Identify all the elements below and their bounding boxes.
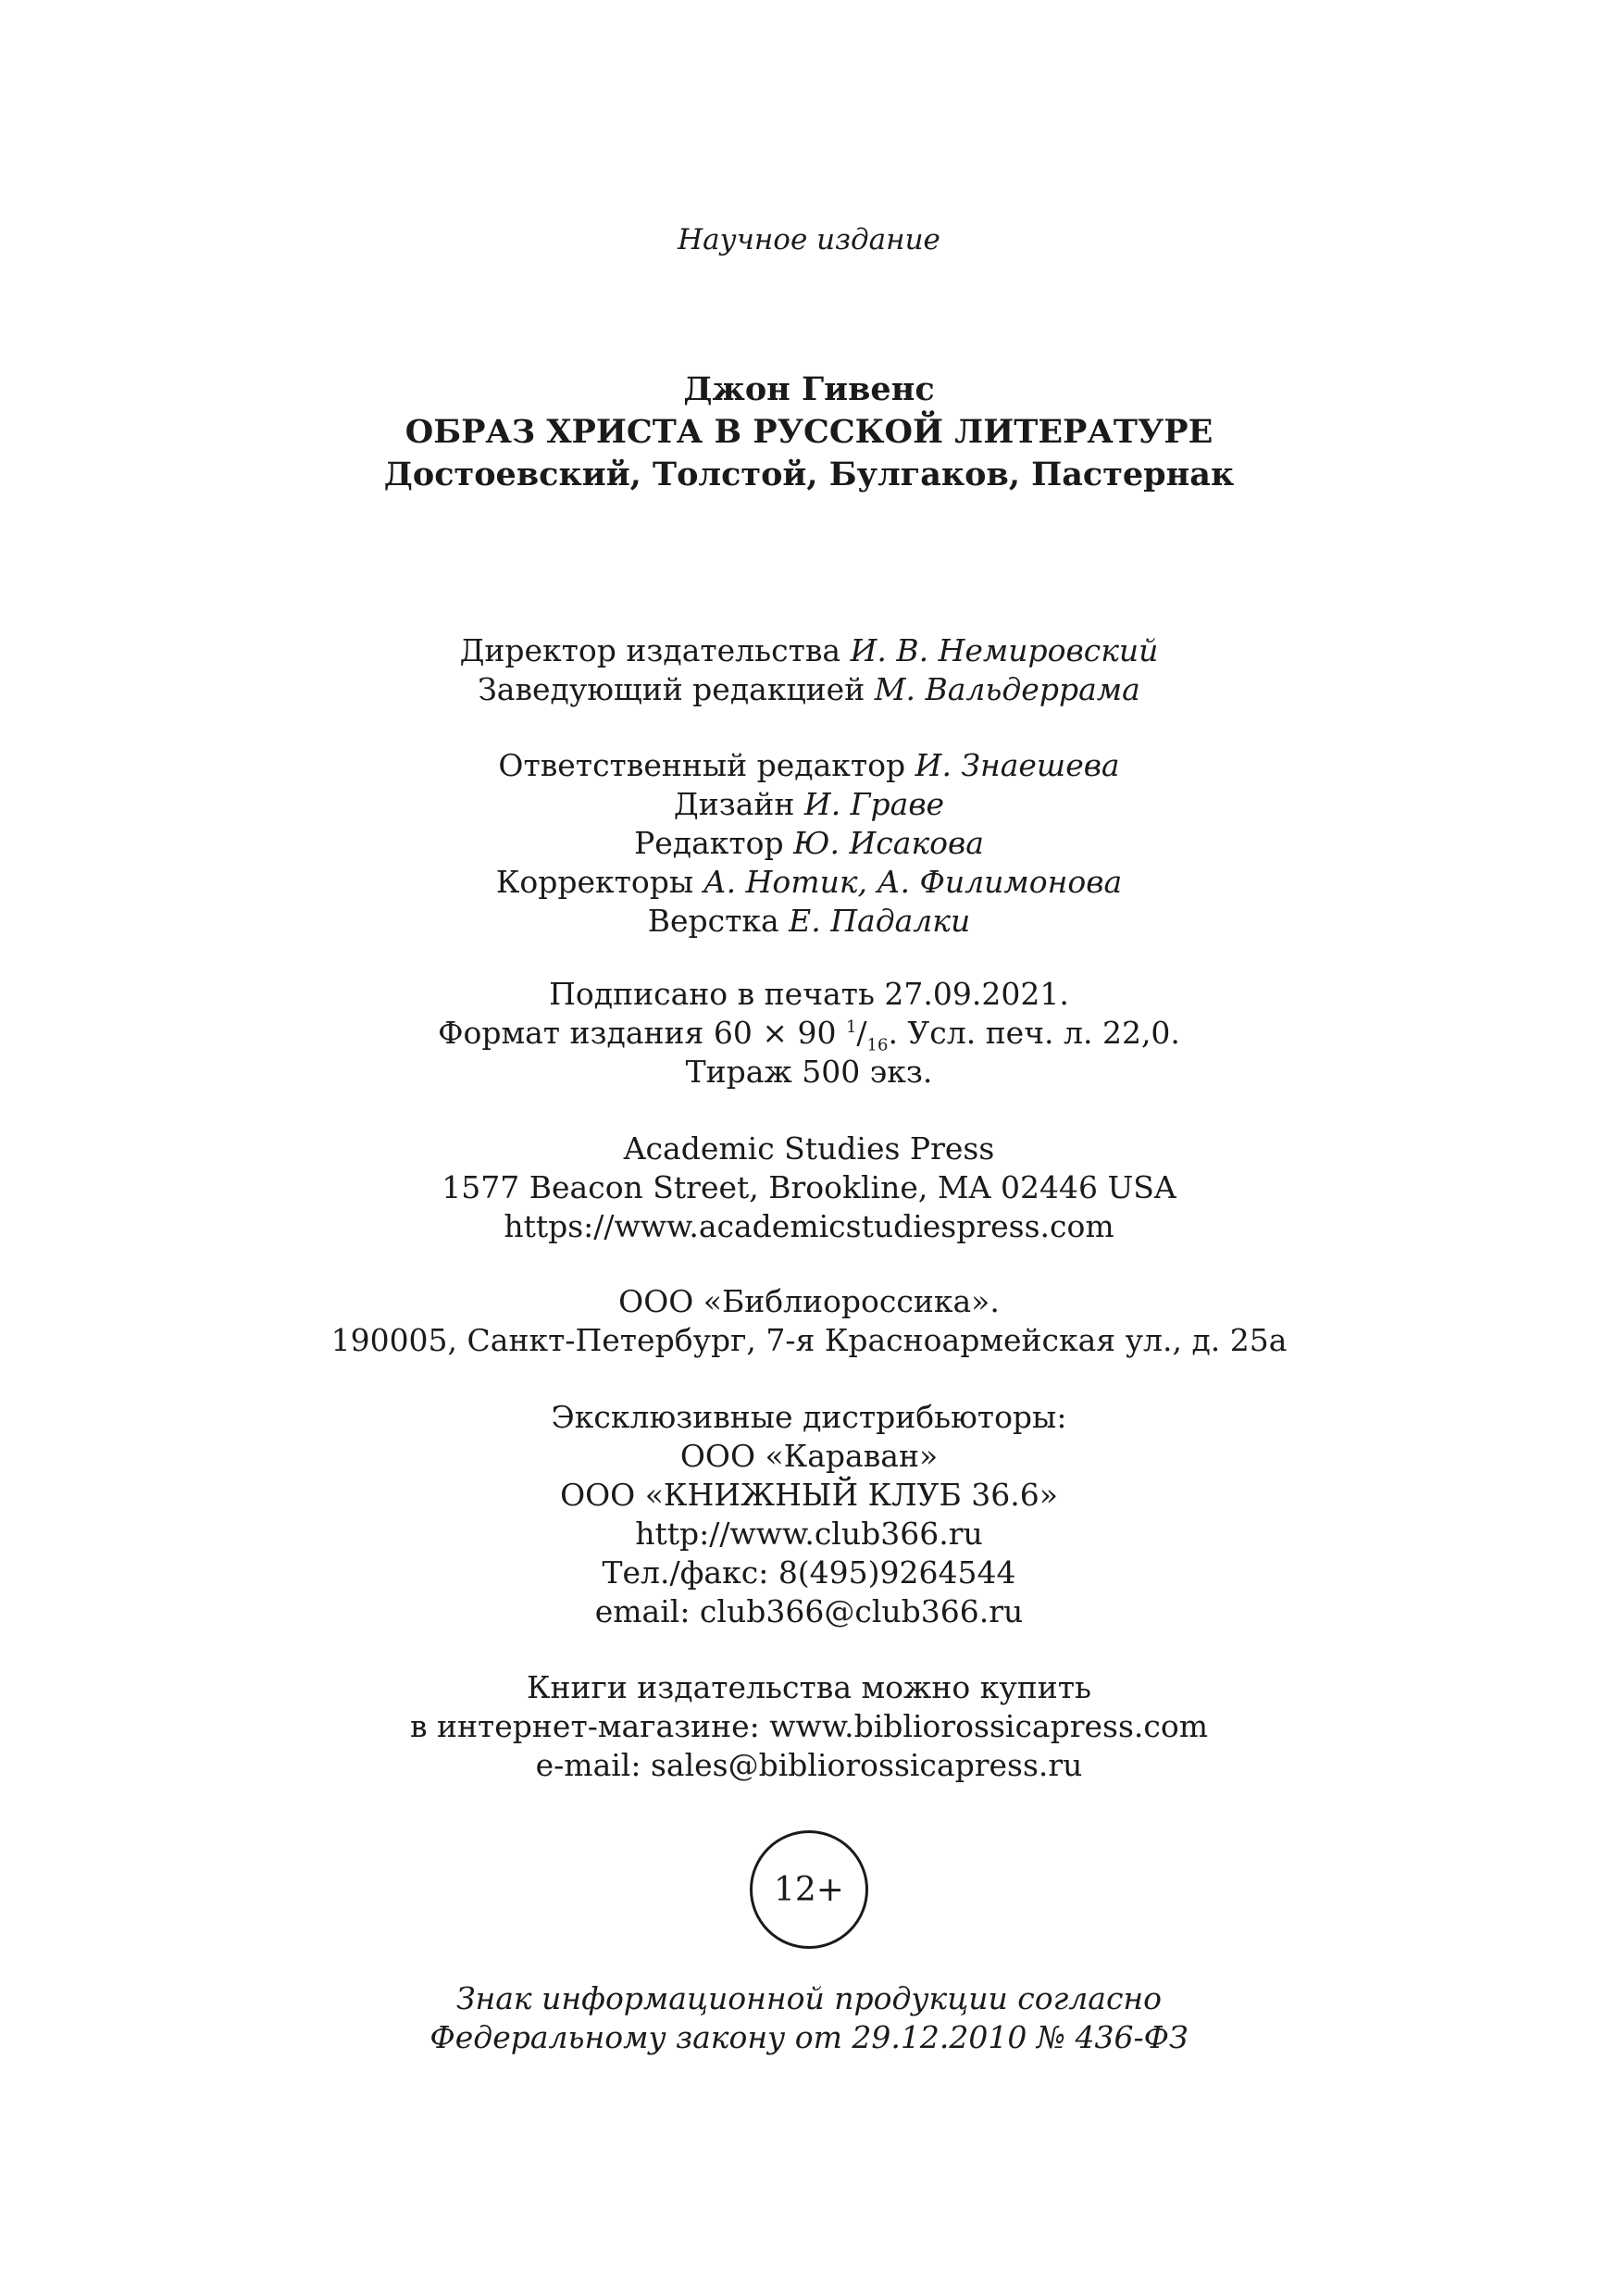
staff-name: А. Нотик, А. Филимонова (703, 864, 1123, 900)
format-suffix: . Усл. печ. л. 22,0. (888, 1015, 1180, 1051)
publisher-address: 1577 Beacon Street, Brookline, MA 02446 USA (442, 1169, 1176, 1205)
staff-role: Корректоры (495, 864, 694, 900)
print-run: Тираж 500 экз. (685, 1054, 933, 1090)
author-name: Джон Гивенс (683, 370, 935, 408)
staff-line-director (0, 631, 1618, 670)
publisher-url: https://www.academicstudiespress.com (504, 1208, 1114, 1244)
law-note-line: Федеральному закону от 29.12.2010 № 436-ФЗ (429, 2019, 1189, 2055)
staff-name: М. Вальдеррама (874, 671, 1140, 707)
staff-role: Верстка (647, 903, 779, 939)
staff-line-head-editor (0, 670, 1618, 709)
format-denominator: 16 (866, 1035, 889, 1055)
staff-line-editor (0, 824, 1618, 863)
staff-name: Ю. Исакова (793, 825, 984, 861)
signed-date: Подписано в печать 27.09.2021. (549, 976, 1069, 1012)
staff-name: И. Граве (803, 786, 945, 822)
staff-name: И. Знаешева (915, 747, 1120, 783)
staff-name: Е. Падалки (789, 903, 971, 939)
staff-role: Ответственный редактор (498, 747, 906, 783)
staff-role: Редактор (634, 825, 784, 861)
shop-line: Книги издательства можно купить (527, 1669, 1091, 1705)
staff-name: И. В. Немировский (850, 632, 1159, 668)
staff-line-proofreaders (0, 863, 1618, 902)
format-line (0, 1014, 1618, 1053)
staff-role: Дизайн (673, 786, 795, 822)
shop-line: e-mail: sales@bibliorossicapress.ru (535, 1747, 1083, 1783)
publisher-bibliorossica (0, 1282, 1618, 1360)
distributors (0, 1398, 1618, 1631)
edition-type-text: Научное издание (678, 223, 940, 256)
edition-type (0, 220, 1618, 259)
age-rating-badge (750, 1830, 868, 1949)
distributor-url: http://www.club366.ru (635, 1516, 983, 1552)
distributor-company: ООО «КНИЖНЫЙ КЛУБ 36.6» (560, 1477, 1058, 1513)
staff-management (0, 631, 1618, 709)
law-note-line: Знак информационной продукции согласно (455, 1980, 1163, 2016)
distributor-phone: Тел./факс: 8(495)9264544 (602, 1554, 1016, 1591)
print-info (0, 975, 1618, 1092)
format-numerator: 1 (845, 1017, 857, 1037)
publisher-address: 190005, Санкт-Петербург, 7-я Красноармейская ул., д. 25а (330, 1322, 1288, 1358)
staff-role: Директор издательства (459, 632, 841, 668)
staff-line-responsible-editor (0, 746, 1618, 785)
publisher-asp (0, 1129, 1618, 1246)
staff-line-design (0, 785, 1618, 824)
distributor-email: email: club366@club366.ru (594, 1593, 1024, 1629)
online-shop-info (0, 1668, 1618, 1785)
law-note (0, 1979, 1618, 2057)
staff-editorial (0, 746, 1618, 941)
format-prefix: Формат издания 60 × 90 (438, 1015, 837, 1051)
title-block (0, 368, 1618, 496)
publisher-name: Academic Studies Press (623, 1130, 995, 1167)
staff-role: Заведующий редакцией (478, 671, 865, 707)
publisher-name: ООО «Библиороссика». (618, 1283, 1000, 1319)
format-slash: / (856, 1015, 867, 1051)
book-title: ОБРАЗ ХРИСТА В РУССКОЙ ЛИТЕРАТУРЕ (404, 413, 1214, 451)
distributor-company: ООО «Караван» (679, 1438, 939, 1474)
shop-line: в интернет-магазине: www.bibliorossicapress.com (409, 1708, 1209, 1744)
staff-line-layout (0, 902, 1618, 941)
distributors-heading: Эксклюзивные дистрибьюторы: (551, 1399, 1067, 1435)
age-rating-text: 12+ (774, 1870, 844, 1909)
book-subtitle: Достоевский, Толстой, Булгаков, Пастернак (383, 455, 1235, 493)
